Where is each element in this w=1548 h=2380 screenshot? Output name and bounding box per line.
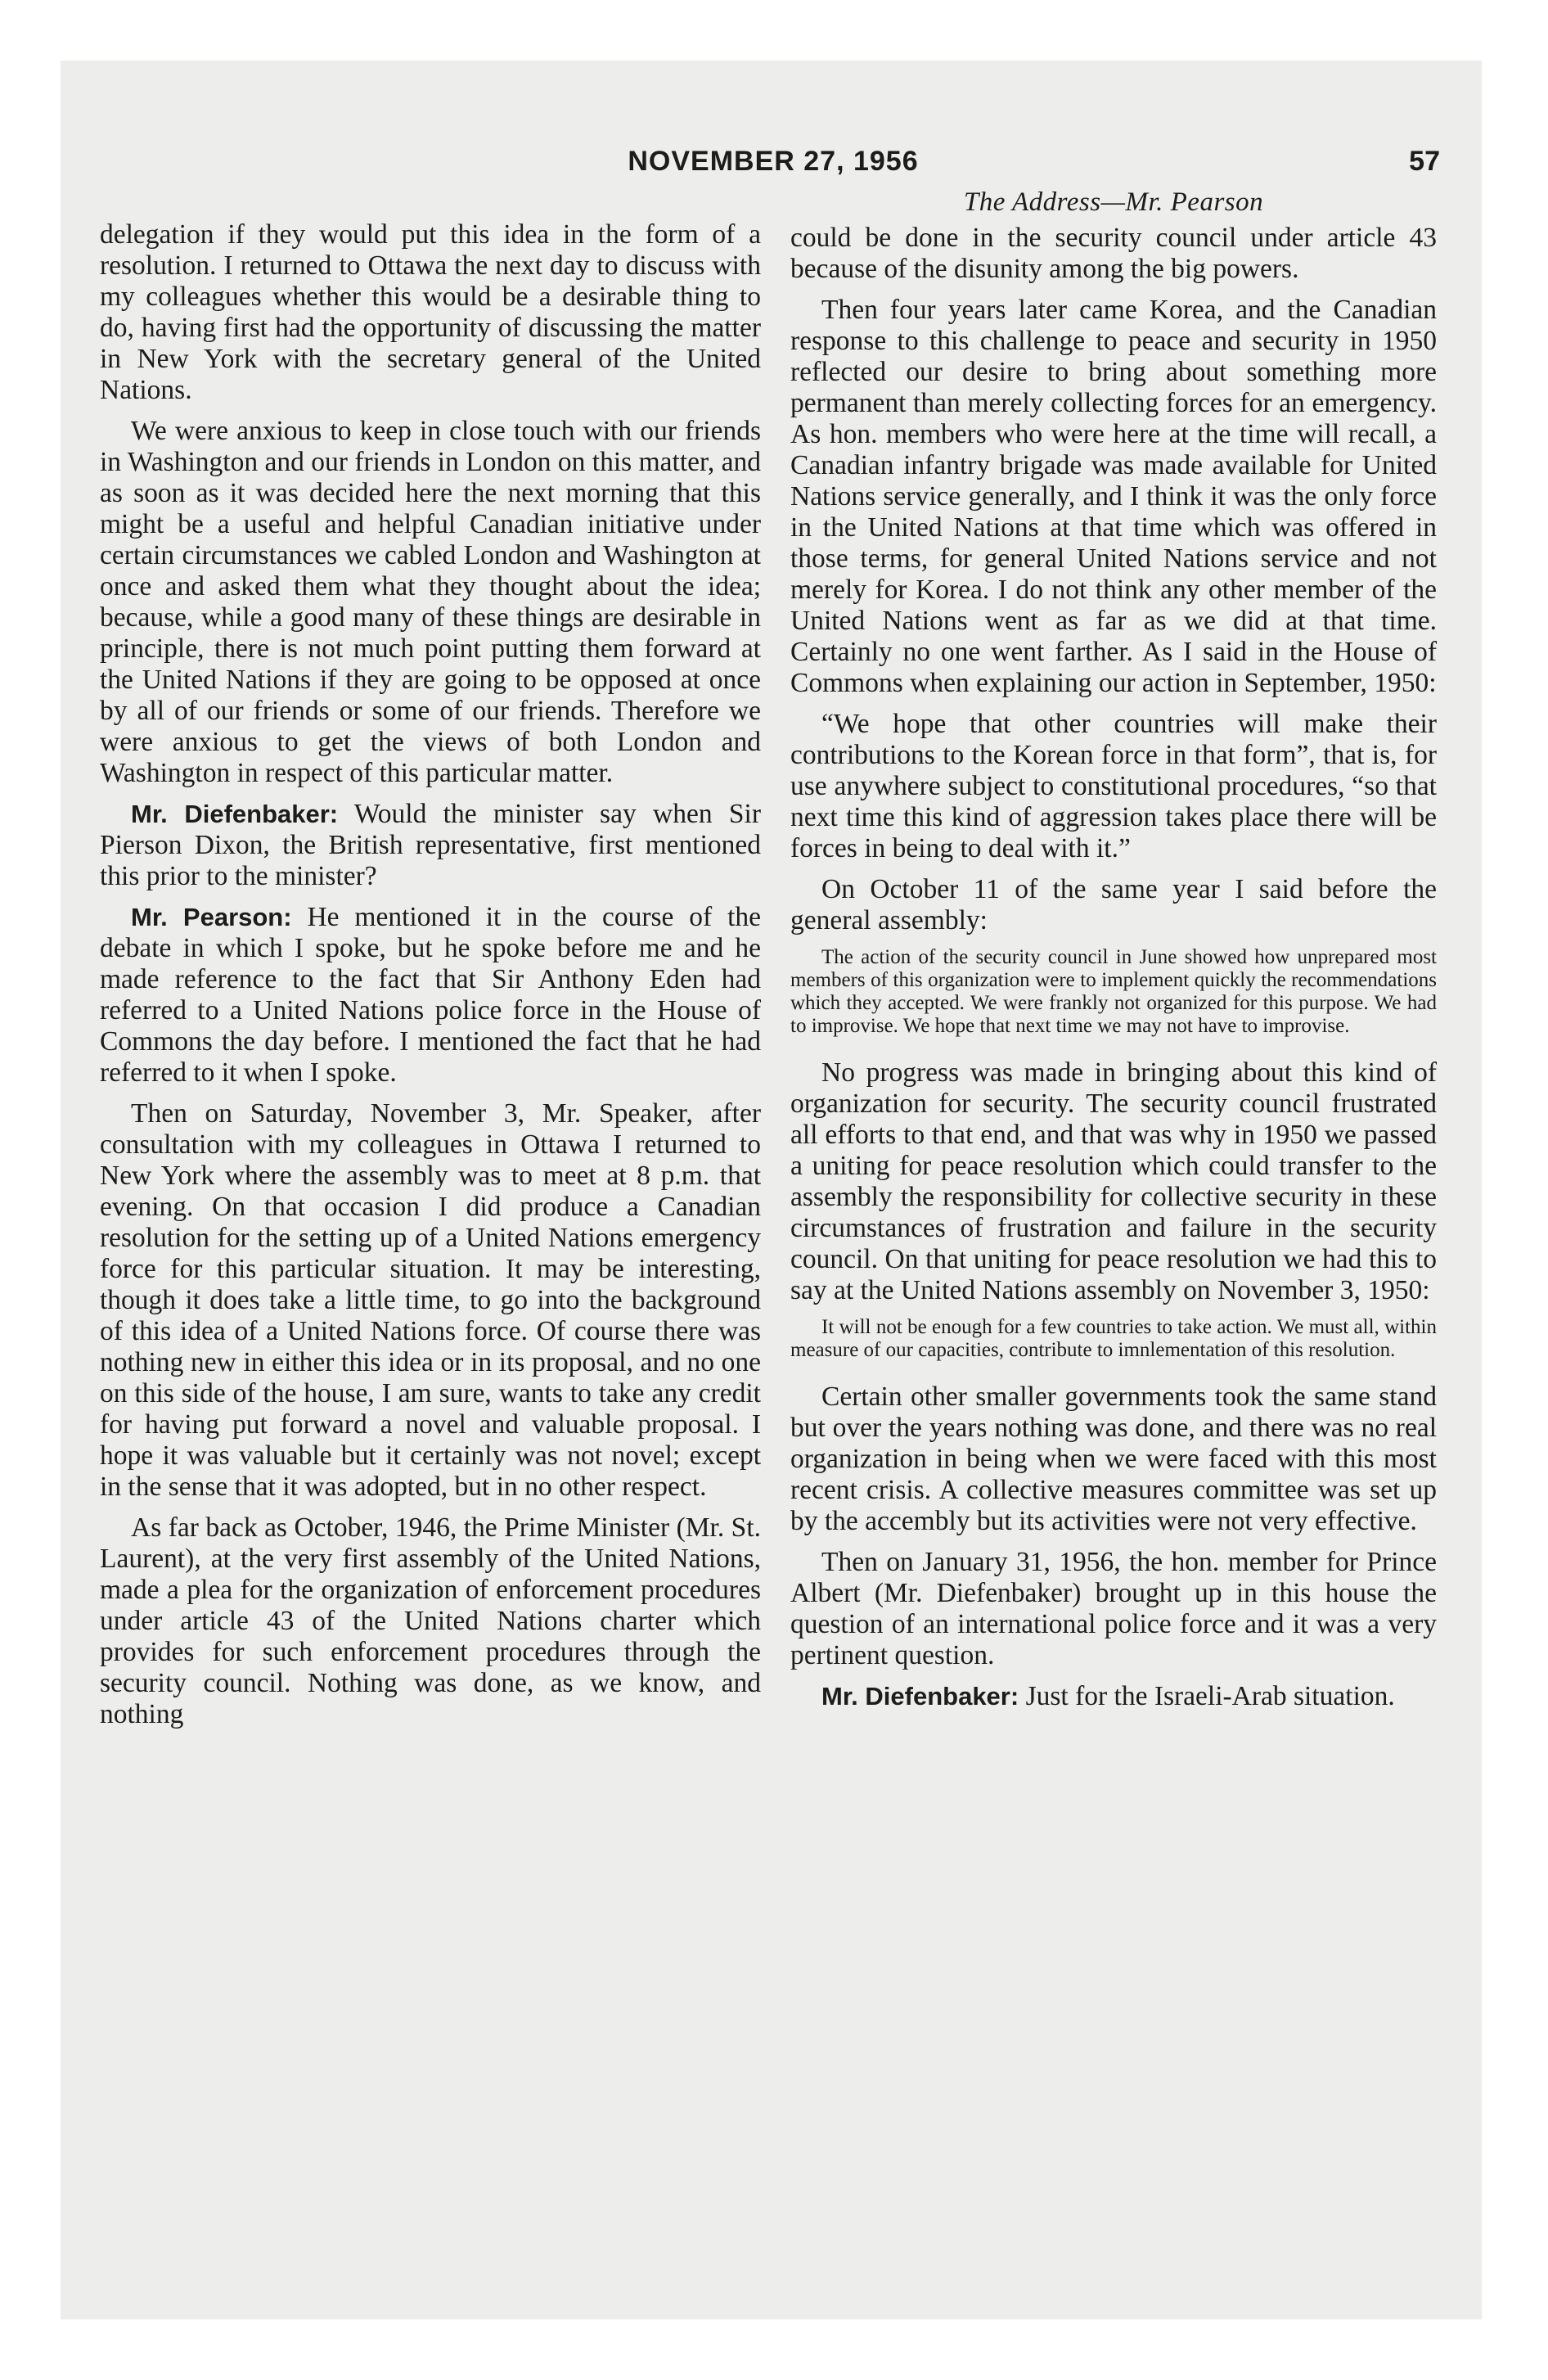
paragraph: We were anxious to keep in close touch with our friends in Washington and our friends in London on this matter, and as soon as it was decided here the next morning that this might be a useful and helpful Canadian initiative under certain circumstances we cabled London and Washington at once and asked them what they thought about the idea; because, while a good many of these things are desirable in principle, there is not much point putting them forward at the United Nations if they are going to be opposed at once by all of our friends or some of our friends. Therefore we were anxious to get the views of both London and Washington in respect of this particular matter. xyxy=(100,416,761,788)
paragraph: No progress was made in bringing about this kind of organization for security. The security council frustrated all efforts to that end, and that was why in 1950 we passed a uniting for peace resolution which could transfer to the assembly the responsibility for collective security in these circumstances of frustration and failure in the security council. On that uniting for peace resolution we had this to say at the United Nations assembly on November 3, 1950: xyxy=(790,1057,1437,1305)
left-column xyxy=(100,219,761,1740)
page-number: 57 xyxy=(1409,146,1440,177)
paragraph: delegation if they would put this idea in the form of a resolution. I returned to Ottawa the next day to discuss with my colleagues whether this would be a desirable thing to do, having first had the opportunity of discussing the matter in New York with the secretary general of the United Nations. xyxy=(100,219,761,405)
paragraph: On October 11 of the same year I said before the general assembly: xyxy=(790,874,1437,935)
paragraph: Then on Saturday, November 3, Mr. Speaker, after consultation with my colleagues in Ottawa I returned to New York where the assembly was to meet at 8 p.m. that evening. On that occasion I did produce a Canadian resolution for the setting up of a United Nations emergency force for this particular situation. It may be interesting, though it does take a little time, to go into the background of this idea of a United Nations force. Of course there was nothing new in either this idea or in its proposal, and no one on this side of the house, I am sure, wants to take any credit for having put forward a novel and valuable proposal. I hope it was valuable but it certainly was not novel; except in the sense that it was adopted, but in no other respect. xyxy=(100,1098,761,1502)
running-title: NOVEMBER 27, 1956 xyxy=(628,146,919,177)
speech-text: He mentioned it in the course of the debate in which I spoke, but he spoke before me and he made reference to the fact that Sir Anthony Eden had referred to a United Nations police force in the House of Commons the day before. I mentioned the fact that he had referred to it when I spoke. xyxy=(100,902,761,1088)
right-column xyxy=(790,187,1437,1722)
paragraph: Then four years later came Korea, and the Canadian response to this challenge to peace and security in 1950 reflected our desire to bring about something more permanent than merely collecting forces for an emergency. As hon. members who were here at the time will recall, a Canadian infantry brigade was made available for United Nations service generally, and I think it was the only force in the United Nations at that time which was offered in those terms, for general United Nations service and not merely for Korea. I do not think any other member of the United Nations went as far as we did at that time. Certainly no one went farther. As I said in the House of Commons when explaining our action in September, 1950: xyxy=(790,295,1437,698)
paragraph: Certain other smaller governments took the same stand but over the years nothing was done, and there was no real organization in being when we were faced with this most recent crisis. A collective measures committee was set up by the accembly but its activities were not very effective. xyxy=(790,1382,1437,1536)
paragraph: “We hope that other countries will make their contributions to the Korean force in that form”, that is, for use anywhere subject to constitutional procedures, “so that next time this kind of aggression takes place there will be forces in being to deal with it.” xyxy=(790,709,1437,863)
paragraph: could be done in the security council under article 43 because of the disunity among the big powers. xyxy=(790,223,1437,284)
paragraph xyxy=(100,799,761,892)
speaker-name: Mr. Diefenbaker: xyxy=(131,800,339,828)
block-quote: The action of the security council in June showed how unprepared most members of this organization were to implement quickly the recommendations which they accepted. We were frankly not organized for this purpose. We had to improvise. We hope that next time we may not have to improvise. xyxy=(790,946,1437,1037)
speaker-name: Mr. Diefenbaker: xyxy=(821,1682,1019,1711)
paragraph xyxy=(100,902,761,1089)
paragraph xyxy=(790,1681,1437,1712)
paragraph: As far back as October, 1946, the Prime Minister (Mr. St. Laurent), at the very first assembly of the United Nations, made a plea for the organization of enforcement procedures under article 43 of the United Nations charter which provides for such enforcement procedures through the security council. Nothing was done, as we know, and nothing xyxy=(100,1512,761,1729)
block-quote: It will not be enough for a few countries to take action. We must all, within measure of our capacities, contribute to imnlementation of this resolution. xyxy=(790,1316,1437,1361)
speech-text: Would the minister say when Sir Pierson Dixon, the British representative, first mentioned this prior to the minister? xyxy=(100,799,761,891)
speaker-name: Mr. Pearson: xyxy=(131,903,292,931)
paragraph: Then on January 31, 1956, the hon. member for Prince Albert (Mr. Diefenbaker) brought up in this house the question of an international police force and it was a very pertinent question. xyxy=(790,1547,1437,1670)
speech-text: Just for the Israeli-Arab situation. xyxy=(1019,1681,1395,1711)
section-subhead: The Address—Mr. Pearson xyxy=(963,187,1264,217)
